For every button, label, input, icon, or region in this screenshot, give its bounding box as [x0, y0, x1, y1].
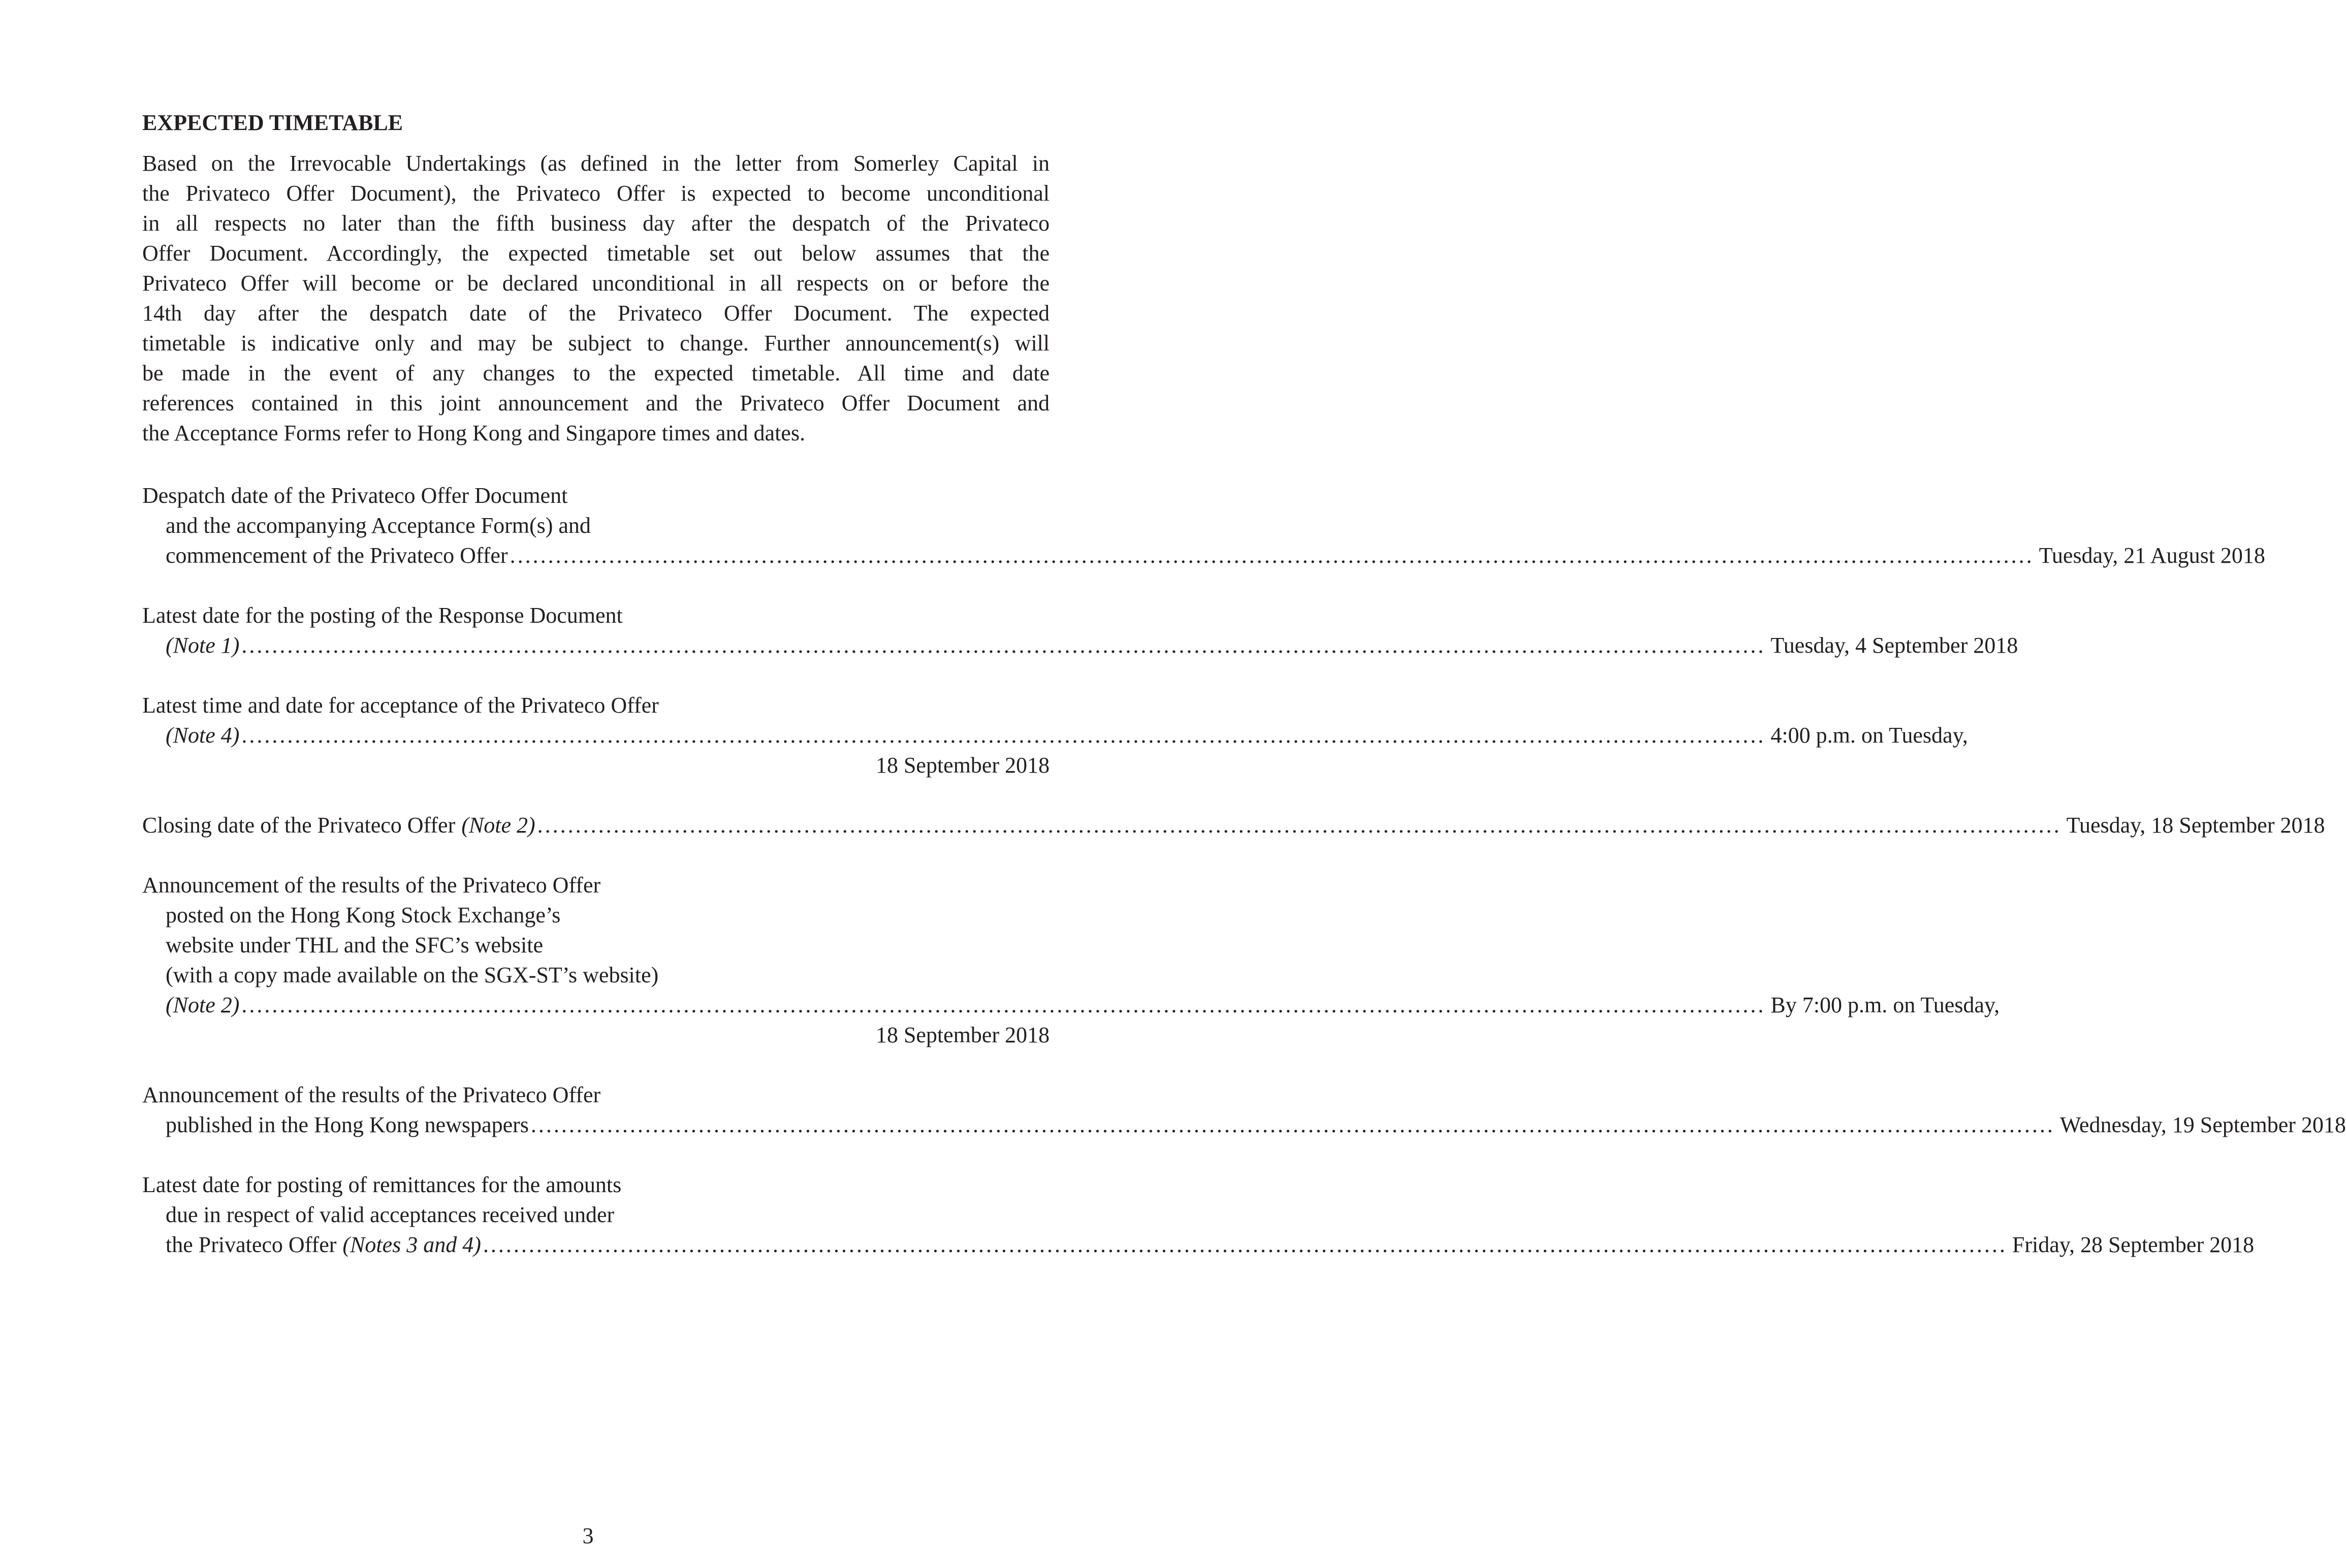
entry-note: (Note 4) [166, 723, 240, 748]
entry-note: (Notes 3 and 4) [342, 1232, 481, 1257]
dot-leader: ........................................................................................................................................................................................................ [241, 723, 1766, 748]
entry-date: 18 September 2018 [875, 753, 1050, 778]
entry-text: Announcement of the results of the Privateco Offer [142, 1082, 601, 1107]
entry-date: Tuesday, 18 September 2018 [2066, 813, 2325, 838]
paragraph-line: Based on the Irrevocable Undertakings (as defined in the letter from Somerley Capital in [142, 151, 1050, 176]
entry-text: published in the Hong Kong newspapers [166, 1112, 529, 1137]
entry-text: Latest time and date for acceptance of the Privateco Offer [142, 693, 659, 718]
entry-date: Tuesday, 21 August 2018 [2039, 543, 2265, 568]
entry-date: Tuesday, 4 September 2018 [1770, 633, 2018, 658]
paragraph-line: the Acceptance Forms refer to Hong Kong and Singapore times and dates. [142, 421, 805, 445]
timetable-entry-despatch [142, 481, 2265, 570]
entry-text: due in respect of valid acceptances received under [166, 1202, 615, 1227]
entry-text: Despatch date of the Privateco Offer Document [142, 483, 568, 508]
paragraph-line: in all respects no later than the fifth business day after the despatch of the Privateco [142, 211, 1050, 236]
entry-note: (Note 2) [166, 993, 240, 1017]
entry-text: (with a copy made available on the SGX-ST’s website) [166, 963, 659, 987]
timetable-entry-closing [142, 810, 2325, 840]
entry-text: Announcement of the results of the Privateco Offer [142, 873, 601, 898]
entry-date: Friday, 28 September 2018 [2012, 1232, 2255, 1257]
dot-leader: ........................................................................................................................................................................................................ [241, 993, 1766, 1017]
paragraph-line: Offer Document. Accordingly, the expected timetable set out below assumes that the [142, 241, 1050, 266]
entry-date: 18 September 2018 [875, 1022, 1050, 1047]
timetable-entry-results-published [142, 1080, 2346, 1140]
entry-date: 4:00 p.m. on Tuesday, [1770, 723, 1968, 748]
dot-leader: ........................................................................................................................................................................................................ [537, 813, 2062, 838]
entry-note: (Note 2) [461, 813, 535, 838]
entry-text: posted on the Hong Kong Stock Exchange’s [166, 903, 561, 927]
dot-leader: ........................................................................................................................................................................................................ [510, 543, 2034, 568]
paragraph-line: 14th day after the despatch date of the Privateco Offer Document. The expected [142, 301, 1050, 326]
entry-text: Latest date for posting of remittances for the amounts [142, 1172, 622, 1197]
page-number: 3 [582, 1523, 594, 1548]
entry-note: (Note 1) [166, 633, 240, 658]
timetable-entry-response [142, 600, 2018, 660]
section-heading: EXPECTED TIMETABLE [142, 110, 403, 135]
paragraph-line: the Privateco Offer Document), the Privateco Offer is expected to become unconditional [142, 181, 1050, 206]
entry-date: Wednesday, 19 September 2018 [2059, 1112, 2346, 1137]
paragraph-line: references contained in this joint announcement and the Privateco Offer Document and [142, 391, 1050, 415]
intro-paragraph [142, 148, 1050, 448]
timetable-entry-acceptance [142, 690, 1968, 780]
entry-date: By 7:00 p.m. on Tuesday, [1770, 993, 2000, 1017]
paragraph-line: be made in the event of any changes to the expected timetable. All time and date [142, 361, 1050, 386]
paragraph-line: timetable is indicative only and may be subject to change. Further announcement(s) will [142, 331, 1050, 356]
dot-leader: ........................................................................................................................................................................................................ [241, 633, 1766, 658]
paragraph-line: Privateco Offer will become or be declared unconditional in all respects on or before the [142, 271, 1050, 296]
entry-text: website under THL and the SFC’s website [166, 933, 544, 957]
timetable-entry-remittances [142, 1170, 2255, 1260]
timetable [142, 481, 2346, 1290]
entry-text: and the accompanying Acceptance Form(s) and [166, 513, 591, 538]
dot-leader: ........................................................................................................................................................................................................ [483, 1232, 2007, 1257]
dot-leader: ........................................................................................................................................................................................................ [530, 1112, 2055, 1137]
entry-text: Closing date of the Privateco Offer [142, 813, 456, 838]
entry-text: the Privateco Offer [166, 1232, 337, 1257]
entry-text: commencement of the Privateco Offer [166, 543, 508, 568]
entry-text: Latest date for the posting of the Response Document [142, 603, 623, 628]
timetable-entry-results-posted [142, 870, 2000, 1050]
